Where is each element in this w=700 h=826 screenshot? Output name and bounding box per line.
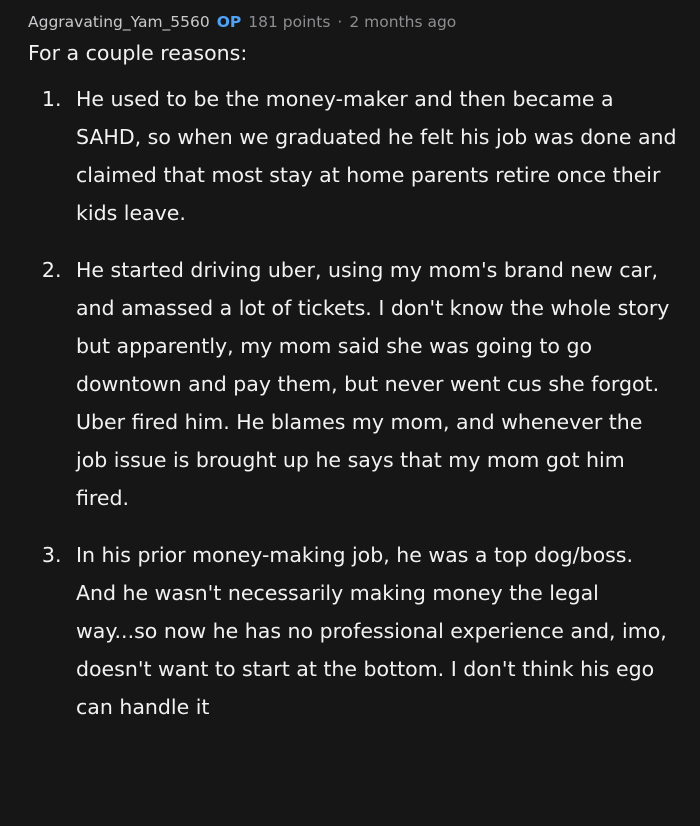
list-item: 1. He used to be the money-maker and then became a SAHD, so when we graduated he felt his job was done and claimed that most stay at home parents retire once their kids leave. [68, 80, 678, 232]
comment-points: 181 points [248, 13, 331, 31]
reasons-list [22, 80, 678, 726]
meta-separator: · [337, 13, 343, 31]
op-badge: OP [216, 13, 242, 31]
comment-author[interactable]: Aggravating_Yam_5560 [28, 13, 210, 31]
list-item: 2. He started driving uber, using my mom's brand new car, and amassed a lot of tickets. I don't know the whole story but apparently, my mom said she was going to go downtown and pay them, but never went cus she forgot. Uber fired him. He blames my mom, and whenever the job issue is brought up he says that my mom got him fired. [68, 251, 678, 517]
list-item: 3. In his prior money-making job, he was a top dog/boss. And he wasn't necessarily making money the legal way...so now he has no professional experience and, imo, doesn't want to start at the bottom. I don't think his ego can handle it [68, 536, 678, 726]
comment-meta [28, 12, 678, 32]
comment-timestamp: 2 months ago [349, 13, 457, 31]
comment-intro: For a couple reasons: [28, 41, 248, 65]
